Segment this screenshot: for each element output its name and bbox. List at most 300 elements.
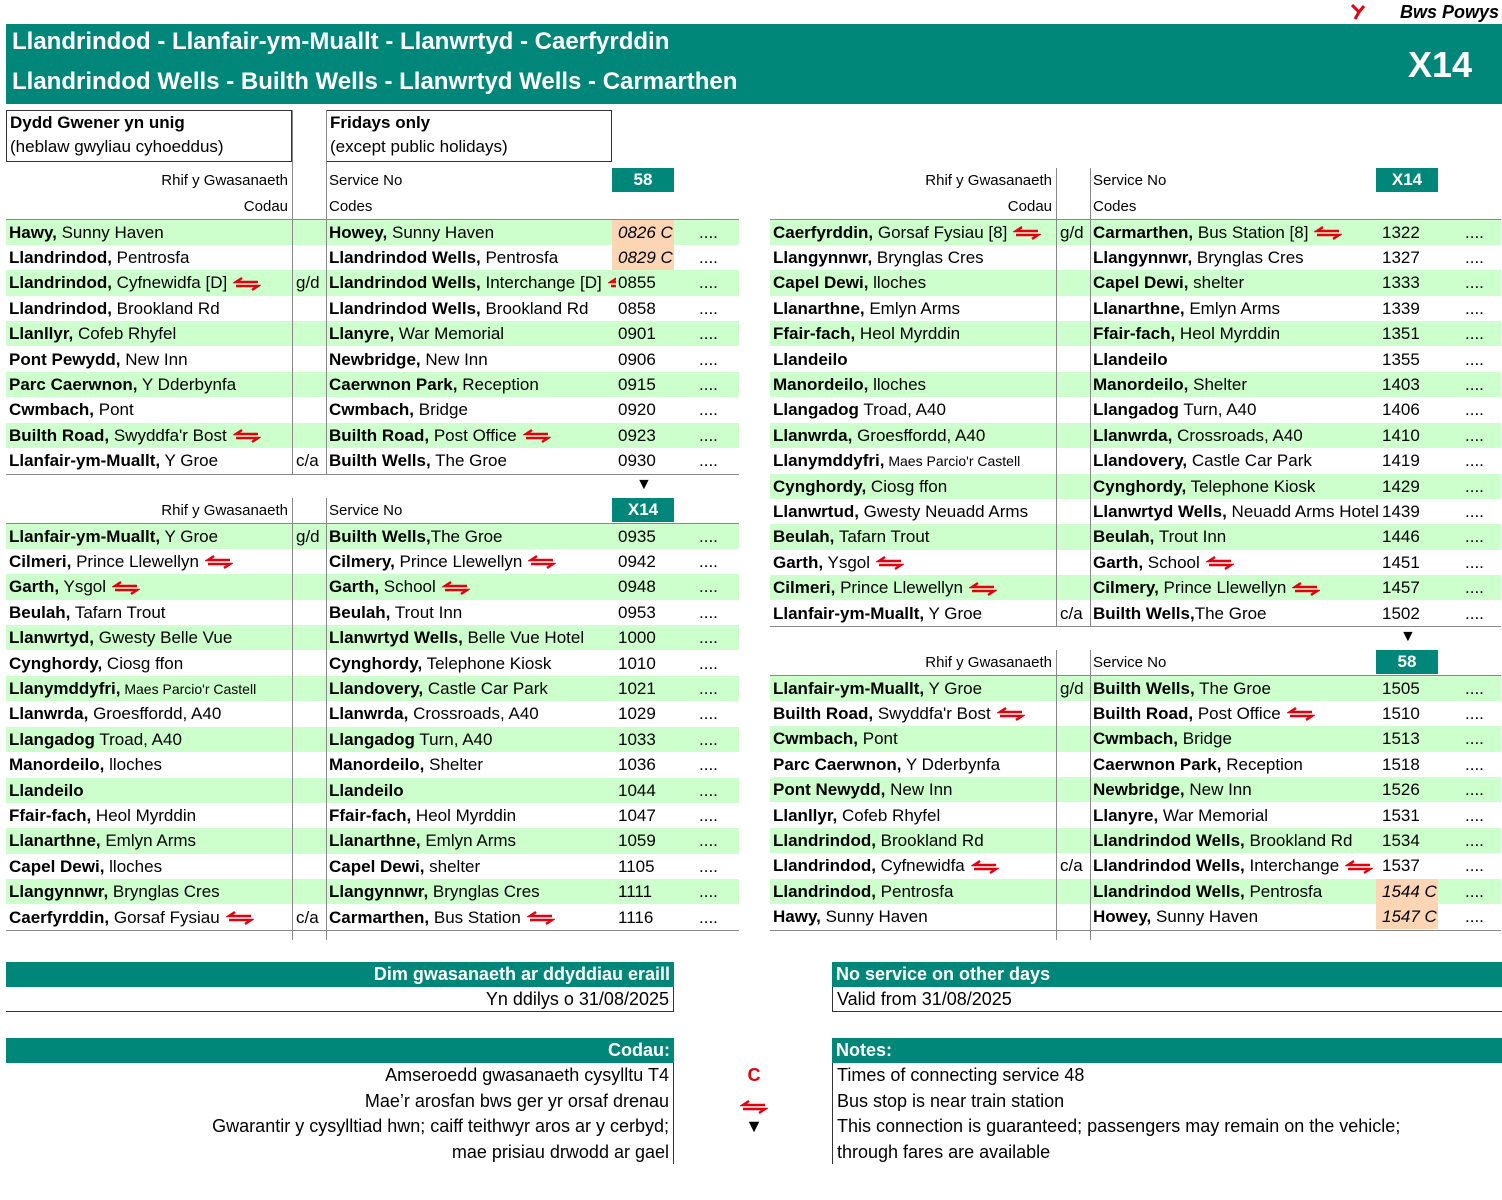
departure-time: 1333 [1382, 273, 1420, 293]
stop-code [1056, 879, 1090, 904]
route-number: X14 [1408, 44, 1473, 85]
days-box-english [326, 110, 612, 162]
stop-town-english: Llandrindod Wells, [329, 298, 481, 318]
stop-name-welsh [6, 574, 292, 599]
timetable-row [6, 220, 739, 245]
stop-town-english: Cwmbach, [329, 400, 415, 420]
stop-name-welsh [6, 423, 292, 448]
notes-heading-english: Notes: [832, 1038, 1502, 1063]
continuation-dots: .... [699, 602, 718, 622]
timetable-row [770, 777, 1501, 802]
stop-name-english [1090, 397, 1380, 422]
stop-name-english [1090, 423, 1380, 448]
timetable-row [770, 474, 1501, 499]
stop-name-welsh [770, 448, 1056, 473]
days-english-note: (except public holidays) [330, 137, 508, 156]
stop-name-welsh [770, 726, 1056, 751]
continuation-dots: .... [699, 400, 718, 420]
stop-detail-english: Shelter [424, 755, 483, 775]
departure-time: 0915 [618, 374, 656, 394]
timetable-row [6, 854, 739, 879]
valid-from-welsh: Yn ddilys o 31/08/2025 [6, 987, 674, 1012]
column-divider [292, 110, 293, 474]
timetable-row [6, 701, 739, 726]
continuation-dots: .... [699, 222, 718, 242]
timetable-row [6, 879, 739, 904]
stop-name-welsh [770, 220, 1056, 245]
column-divider [1056, 168, 1057, 626]
stop-name-welsh [6, 549, 292, 574]
stop-town-welsh: Llanymddyfri, [773, 451, 885, 471]
stop-town-welsh: Ffair-fach, [773, 324, 856, 344]
stop-name-welsh [770, 296, 1056, 321]
stop-name-english [326, 854, 616, 879]
stop-town-english: Llandeilo [329, 780, 404, 800]
service-label-welsh: Rhif y Gwasanaeth [161, 502, 288, 519]
note-c-english: Times of connecting service 48 [837, 1065, 1085, 1085]
service-number: X14 [1376, 168, 1438, 192]
stop-town-welsh: Cynghordy, [9, 653, 103, 673]
stop-detail-welsh: Maes Parcio'r Castell [120, 680, 257, 697]
stop-name-english [326, 727, 616, 752]
stop-town-welsh: Llanfair-ym-Muallt, [773, 678, 925, 698]
stop-detail-welsh: Cofeb Rhyfel [837, 805, 941, 825]
stop-detail-welsh: Pont [94, 400, 134, 420]
continuation-dots: .... [1465, 349, 1484, 369]
stop-name-english [1090, 575, 1380, 600]
stop-detail-welsh: Brynglas Cres [872, 247, 984, 267]
timetable-row [6, 296, 739, 321]
stop-detail-welsh: Cofeb Rhyfel [73, 324, 177, 344]
continuation-dots: .... [1465, 907, 1484, 927]
stop-town-welsh: Manordeilo, [773, 374, 869, 394]
stop-town-english: Builth Wells, [1093, 678, 1195, 698]
stop-detail-welsh: Ciosg ffon [102, 653, 184, 673]
stop-detail-english: Belle Vue Hotel [462, 628, 585, 648]
departure-time: 1327 [1382, 247, 1420, 267]
departure-time: 0953 [618, 602, 656, 622]
stop-town-english: Howey, [329, 222, 388, 242]
stop-town-english: Garth, [1093, 552, 1144, 572]
stop-code: g/d [296, 273, 320, 293]
stop-detail-english: Prince Llewellyn [1158, 578, 1287, 598]
departure-time: 1526 [1382, 780, 1420, 800]
stop-town-welsh: Pont Pewydd, [9, 349, 121, 369]
continuation-dots: .... [1465, 805, 1484, 825]
stop-code [292, 651, 326, 676]
brand-logo [1350, 2, 1500, 22]
stop-code [292, 423, 326, 448]
stop-name-welsh [770, 575, 1056, 600]
stop-name-welsh [770, 828, 1056, 853]
stop-town-english: Cwmbach, [1093, 729, 1179, 749]
stop-town-welsh: Hawy, [773, 907, 821, 927]
stop-detail-welsh: New Inn [120, 349, 188, 369]
timetable-row [770, 270, 1501, 295]
stop-name-english [1090, 777, 1380, 802]
stop-town-welsh: Llanfair-ym-Muallt, [9, 526, 161, 546]
stop-town-welsh: Llanfair-ym-Muallt, [773, 603, 925, 623]
stop-detail-english: Shelter [1188, 374, 1247, 394]
continuation-dots: .... [699, 273, 718, 293]
note-arrow-english: This connection is guaranteed; passengers may remain on the vehicle; [837, 1116, 1401, 1136]
stop-town-english: Manordeilo, [329, 755, 425, 775]
stop-name-english [326, 651, 616, 676]
stop-code [292, 828, 326, 853]
stop-name-welsh [770, 803, 1056, 828]
departure-time: 1510 [1382, 703, 1420, 723]
stop-town-english: Llanyre, [329, 324, 395, 344]
stop-name-welsh [6, 372, 292, 397]
stop-code [292, 879, 326, 904]
stop-town-welsh: Capel Dewi, [9, 856, 105, 876]
train-station-icon [527, 911, 555, 925]
stop-name-welsh [770, 676, 1056, 701]
departure-time: 1033 [618, 729, 656, 749]
days-welsh: Dydd Gwener yn unig [10, 113, 185, 132]
row-divider [770, 626, 1501, 627]
stop-town-welsh: Llanarthne, [9, 831, 101, 851]
stop-code [292, 676, 326, 701]
codes-heading-welsh: Codau: [6, 1038, 674, 1063]
stop-detail-welsh: Tafarn Trout [70, 602, 166, 622]
days-box-welsh [6, 110, 292, 162]
stop-town-english: Cynghordy, [329, 653, 423, 673]
stop-code [292, 574, 326, 599]
stop-name-welsh [770, 601, 1056, 626]
row-divider [6, 523, 739, 524]
stop-name-welsh [6, 625, 292, 650]
continuation-dots: .... [1465, 729, 1484, 749]
train-station-icon [1287, 707, 1315, 721]
no-service-welsh: Dim gwasanaeth ar ddyddiau eraill [6, 962, 674, 987]
stop-code [1056, 524, 1090, 549]
stop-code [1056, 752, 1090, 777]
departure-time: 1544 C [1376, 879, 1438, 904]
stop-detail-welsh: Pentrosfa [111, 247, 190, 267]
stop-detail-welsh: Emlyn Arms [100, 831, 197, 851]
stop-town-english: Newbridge, [1093, 780, 1185, 800]
stop-town-welsh: Cilmeri, [9, 551, 72, 571]
stop-detail-welsh: Groesffordd, A40 [852, 425, 986, 445]
stop-name-english [326, 270, 616, 295]
stop-detail-english: Brookland Rd [1244, 830, 1353, 850]
departure-time: 0930 [618, 451, 656, 471]
stop-name-english [1090, 245, 1380, 270]
stop-name-english [326, 549, 616, 574]
stop-name-welsh [770, 904, 1056, 929]
column-divider [1090, 168, 1091, 626]
timetable-row [770, 397, 1501, 422]
continuation-dots: .... [699, 780, 718, 800]
departure-time: 1105 [618, 856, 655, 876]
timetable-row [770, 575, 1501, 600]
service-label-english: Service No [329, 502, 403, 519]
departure-time: 1446 [1382, 527, 1420, 547]
continuation-dots: .... [699, 907, 718, 927]
stop-detail-english: Turn, A40 [414, 729, 493, 749]
stop-name-english [326, 524, 616, 549]
timetable-row [6, 549, 739, 574]
stop-detail-welsh: Sunny Haven [56, 222, 164, 242]
stop-name-welsh [770, 752, 1056, 777]
stop-detail-welsh: Gorsaf Fysiau [109, 907, 220, 927]
service-number: 58 [1376, 650, 1438, 674]
stop-code: g/d [1060, 222, 1084, 242]
timetable-row [6, 651, 739, 676]
service-label-english: Service No [1093, 654, 1167, 671]
stop-town-welsh: Llandrindod, [773, 830, 876, 850]
stop-name-english [1090, 904, 1380, 929]
stop-town-english: Llanarthne, [1093, 298, 1185, 318]
timetable-row [6, 778, 739, 803]
timetable-row [6, 448, 739, 473]
train-station-icon [1292, 582, 1320, 596]
departure-time: 1419 [1382, 451, 1420, 471]
departure-time: 1406 [1382, 400, 1420, 420]
stop-town-english: Carmarthen, [1093, 222, 1194, 242]
departure-time: 0829 C [612, 245, 674, 270]
stop-detail-english: Bridge [1178, 729, 1232, 749]
stop-name-english [326, 752, 616, 777]
stop-name-welsh [6, 701, 292, 726]
stop-name-welsh [770, 372, 1056, 397]
stop-detail-welsh: Heol Myrddin [855, 324, 961, 344]
stop-town-welsh: Llangadog [9, 729, 95, 749]
train-station-icon [740, 1100, 768, 1114]
stop-code [292, 321, 326, 346]
stop-detail-welsh: Pont [858, 729, 898, 749]
stop-name-welsh [6, 270, 292, 295]
stop-code [1056, 397, 1090, 422]
stop-detail-welsh: Brookland Rd [875, 830, 984, 850]
stop-town-welsh: Beulah, [773, 527, 835, 547]
stop-detail-welsh: Y Groe [160, 451, 219, 471]
stop-name-welsh [770, 499, 1056, 524]
stop-detail-welsh: Sunny Haven [820, 907, 928, 927]
stop-code [1056, 803, 1090, 828]
stop-name-welsh [6, 448, 292, 473]
departure-time: 1044 [618, 780, 656, 800]
continuation-dots: .... [1465, 603, 1484, 623]
stop-code [292, 854, 326, 879]
stop-name-welsh [770, 474, 1056, 499]
continuation-dots: .... [1465, 578, 1484, 598]
stop-town-welsh: Llanwrda, [773, 425, 853, 445]
train-station-icon [971, 860, 999, 874]
stop-name-welsh [6, 220, 292, 245]
stop-detail-welsh: lloches [868, 374, 927, 394]
stop-detail-welsh: Prince Llewellyn [71, 551, 199, 571]
stop-town-english: Capel Dewi, [329, 856, 425, 876]
guaranteed-connection-icon: ▼ [636, 475, 652, 493]
train-station-icon [1206, 556, 1234, 570]
stop-town-welsh: Llandeilo [9, 780, 84, 800]
stop-town-english: Llandrindod Wells, [1093, 881, 1245, 901]
stop-detail-welsh: lloches [868, 273, 927, 293]
continuation-dots: .... [1465, 856, 1484, 876]
stop-name-welsh [770, 701, 1056, 726]
departure-time: 1116 [618, 907, 654, 927]
column-divider [326, 110, 327, 474]
stop-code [292, 296, 326, 321]
stop-name-english [326, 574, 616, 599]
stop-town-welsh: Caerfyrddin, [773, 222, 874, 242]
stop-town-welsh: Pont Newydd, [773, 780, 886, 800]
stop-detail-welsh: Y Groe [160, 526, 219, 546]
departure-time: 1451 [1382, 552, 1420, 572]
stop-name-welsh [770, 321, 1056, 346]
codes-list-welsh [6, 1063, 674, 1164]
stop-name-english [326, 625, 616, 650]
stop-detail-english: Brookland Rd [480, 298, 589, 318]
stop-code [1056, 270, 1090, 295]
stop-name-english [1090, 752, 1380, 777]
continuation-dots: .... [1465, 830, 1484, 850]
timetable-row [770, 423, 1501, 448]
continuation-dots: .... [699, 425, 718, 445]
stop-name-english [326, 347, 616, 372]
timetable-row [770, 372, 1501, 397]
stop-detail-welsh: Gwesty Belle Vue [94, 628, 233, 648]
timetable-row [770, 499, 1501, 524]
departure-time: 1429 [1382, 476, 1420, 496]
code-arrow-welsh: Gwarantir y cysylltiad hwn; caiff teithwyr aros ar y cerbyd; [212, 1116, 669, 1136]
stop-name-english [326, 879, 616, 904]
stop-detail-english: shelter [1188, 273, 1245, 293]
stop-town-welsh: Llandrindod, [9, 298, 112, 318]
stop-name-welsh [6, 651, 292, 676]
continuation-dots: .... [699, 653, 718, 673]
stop-name-english [326, 372, 616, 397]
train-station-icon [233, 277, 261, 291]
stop-town-welsh: Llandrindod, [9, 273, 112, 293]
stop-name-english [1090, 220, 1380, 245]
stop-detail-welsh: Maes Parcio'r Castell [884, 453, 1021, 470]
continuation-dots: .... [699, 856, 718, 876]
timetable-row [770, 448, 1501, 473]
stop-code [1056, 245, 1090, 270]
stop-detail-welsh: Ysgol [823, 552, 871, 572]
timetable-row [6, 625, 739, 650]
timetable-row [770, 853, 1501, 878]
continuation-dots: .... [699, 628, 718, 648]
timetable-row [770, 220, 1501, 245]
stop-detail-english: School [1143, 552, 1200, 572]
stop-town-english: Llangadog [1093, 400, 1179, 420]
timetable-row [770, 828, 1501, 853]
stop-detail-english: New Inn [1184, 780, 1252, 800]
stop-code [292, 347, 326, 372]
timetable-row [770, 676, 1501, 701]
row-divider [770, 219, 1501, 220]
departure-time: 1029 [618, 704, 656, 724]
continuation-dots: .... [699, 678, 718, 698]
train-station-icon [528, 555, 556, 569]
stop-town-english: Llanyre, [1093, 805, 1159, 825]
stop-town-welsh: Llangadog [773, 400, 859, 420]
train-station-icon [233, 429, 261, 443]
departure-time: 1000 [618, 628, 656, 648]
stop-detail-welsh: Cyfnewidfa [D] [111, 273, 228, 293]
header-title-english: Llandrindod Wells - Builth Wells - Llanwrtyd Wells - Carmarthen [12, 68, 738, 95]
days-english: Fridays only [330, 113, 431, 132]
stop-detail-english: Pentrosfa [1244, 881, 1323, 901]
codes-label-welsh: Codau [243, 198, 288, 215]
stop-detail-english: shelter [424, 856, 481, 876]
stop-code [1056, 777, 1090, 802]
stop-name-welsh [770, 879, 1056, 904]
continuation-dots: .... [1465, 754, 1484, 774]
stop-town-english: Llandovery, [1093, 451, 1188, 471]
departure-time: 0920 [618, 400, 656, 420]
stop-name-welsh [6, 778, 292, 803]
continuation-dots: .... [1465, 222, 1484, 242]
stop-detail-welsh: Ciosg ffon [866, 476, 948, 496]
timetable-row [6, 372, 739, 397]
stop-detail-english: Bridge [414, 400, 468, 420]
codes-label-english: Codes [329, 198, 373, 215]
timetable-row [770, 752, 1501, 777]
continuation-dots: .... [1465, 527, 1484, 547]
departure-time: 1537 [1382, 856, 1420, 876]
stop-name-welsh [6, 828, 292, 853]
codes-label-welsh: Codau [1007, 198, 1052, 215]
stop-town-welsh: Llangynnwr, [773, 247, 873, 267]
no-service-english: No service on other days [832, 962, 1502, 987]
train-station-icon [523, 429, 551, 443]
days-welsh-note: (heblaw gwyliau cyhoeddus) [10, 137, 224, 156]
departure-time: 1355 [1382, 349, 1420, 369]
stop-code [1056, 701, 1090, 726]
departure-time: 1457 [1382, 578, 1420, 598]
stop-detail-welsh: Groesffordd, A40 [88, 704, 222, 724]
continuation-dots: .... [699, 577, 718, 597]
departure-time: 1547 C [1376, 904, 1438, 929]
timetable-row [6, 905, 739, 930]
stop-code [1056, 726, 1090, 751]
stop-name-welsh [770, 270, 1056, 295]
stop-detail-welsh: Troad, A40 [94, 729, 182, 749]
stop-town-welsh: Garth, [9, 577, 60, 597]
timetable-row [770, 296, 1501, 321]
stop-detail-english: The Groe [430, 526, 503, 546]
valid-from-english: Valid from 31/08/2025 [832, 987, 1502, 1012]
stop-name-english [326, 448, 616, 473]
timetable-row [6, 524, 739, 549]
stop-town-welsh: Cwmbach, [773, 729, 859, 749]
timetable-row [770, 321, 1501, 346]
timetable-row [770, 524, 1501, 549]
row-divider [6, 219, 739, 220]
stop-town-english: Ffair-fach, [329, 805, 412, 825]
stop-detail-welsh: Swyddfa'r Bost [109, 425, 227, 445]
stop-code [292, 245, 326, 270]
continuation-dots: .... [1465, 476, 1484, 496]
stop-town-english: Cynghordy, [1093, 476, 1187, 496]
stop-town-welsh: Llanfair-ym-Muallt, [9, 451, 161, 471]
stop-name-english [1090, 803, 1380, 828]
stop-name-english [326, 397, 616, 422]
stop-town-english: Llanwrtyd Wells, [329, 628, 463, 648]
stop-detail-english: Emlyn Arms [1184, 298, 1281, 318]
stop-town-welsh: Llandrindod, [9, 247, 112, 267]
code-symbols [736, 1063, 772, 1140]
continuation-dots: .... [1465, 678, 1484, 698]
continuation-dots: .... [1465, 425, 1484, 445]
stop-code [1056, 828, 1090, 853]
departure-time: 1410 [1382, 425, 1420, 445]
